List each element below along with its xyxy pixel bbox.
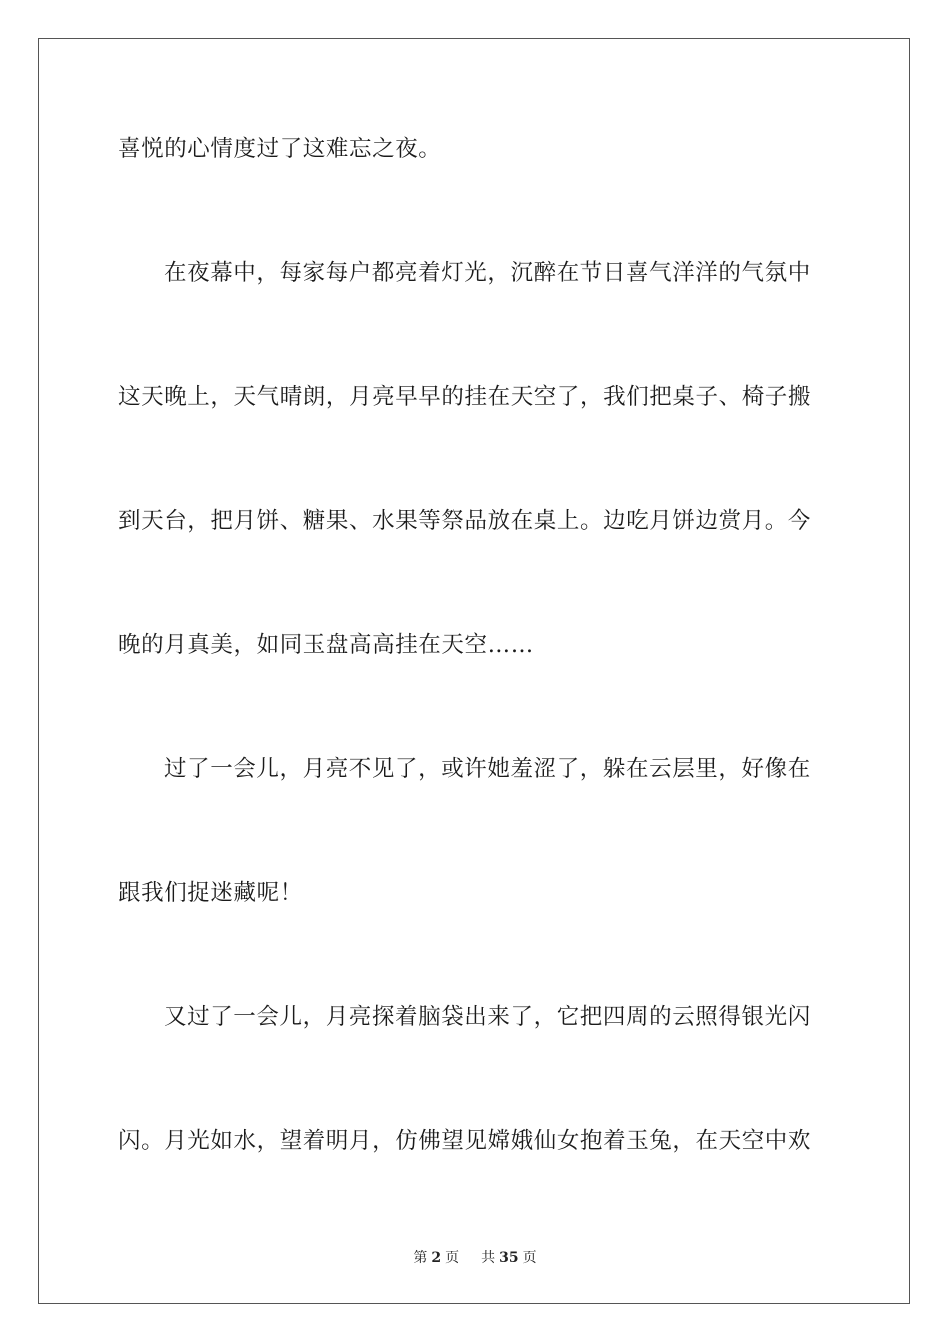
text-line-3: 这天晚上，天气晴朗，月亮早早的挂在天空了，我们把桌子、椅子搬: [118, 384, 812, 410]
text-line-1: 喜悦的心情度过了这难忘之夜。: [118, 136, 442, 162]
page-border: [38, 38, 910, 1304]
total-suffix: 页: [522, 1250, 537, 1266]
total-prefix: 共: [481, 1250, 496, 1266]
text-line-7: 跟我们捉迷藏呢！: [118, 880, 303, 906]
text-line-5: 晚的月真美，如同玉盘高高挂在天空……: [118, 632, 534, 658]
page-prefix: 第: [413, 1250, 428, 1266]
page-number: 2: [431, 1250, 442, 1266]
text-line-6: 过了一会儿，月亮不见了，或许她羞涩了，躲在云层里，好像在: [164, 756, 811, 782]
text-line-2: 在夜幕中，每家每户都亮着灯光，沉醉在节日喜气洋洋的气氛中: [164, 260, 811, 286]
text-line-4: 到天台，把月饼、糖果、水果等祭品放在桌上。边吃月饼边赏月。今: [118, 508, 812, 534]
text-line-8: 又过了一会儿，月亮探着脑袋出来了，它把四周的云照得银光闪: [164, 1004, 811, 1030]
page-footer: [0, 1247, 950, 1267]
total-pages: 35: [499, 1250, 519, 1266]
page-suffix: 页: [445, 1250, 460, 1266]
text-line-9: 闪。月光如水，望着明月，仿佛望见嫦娥仙女抱着玉兔，在天空中欢: [118, 1128, 812, 1154]
